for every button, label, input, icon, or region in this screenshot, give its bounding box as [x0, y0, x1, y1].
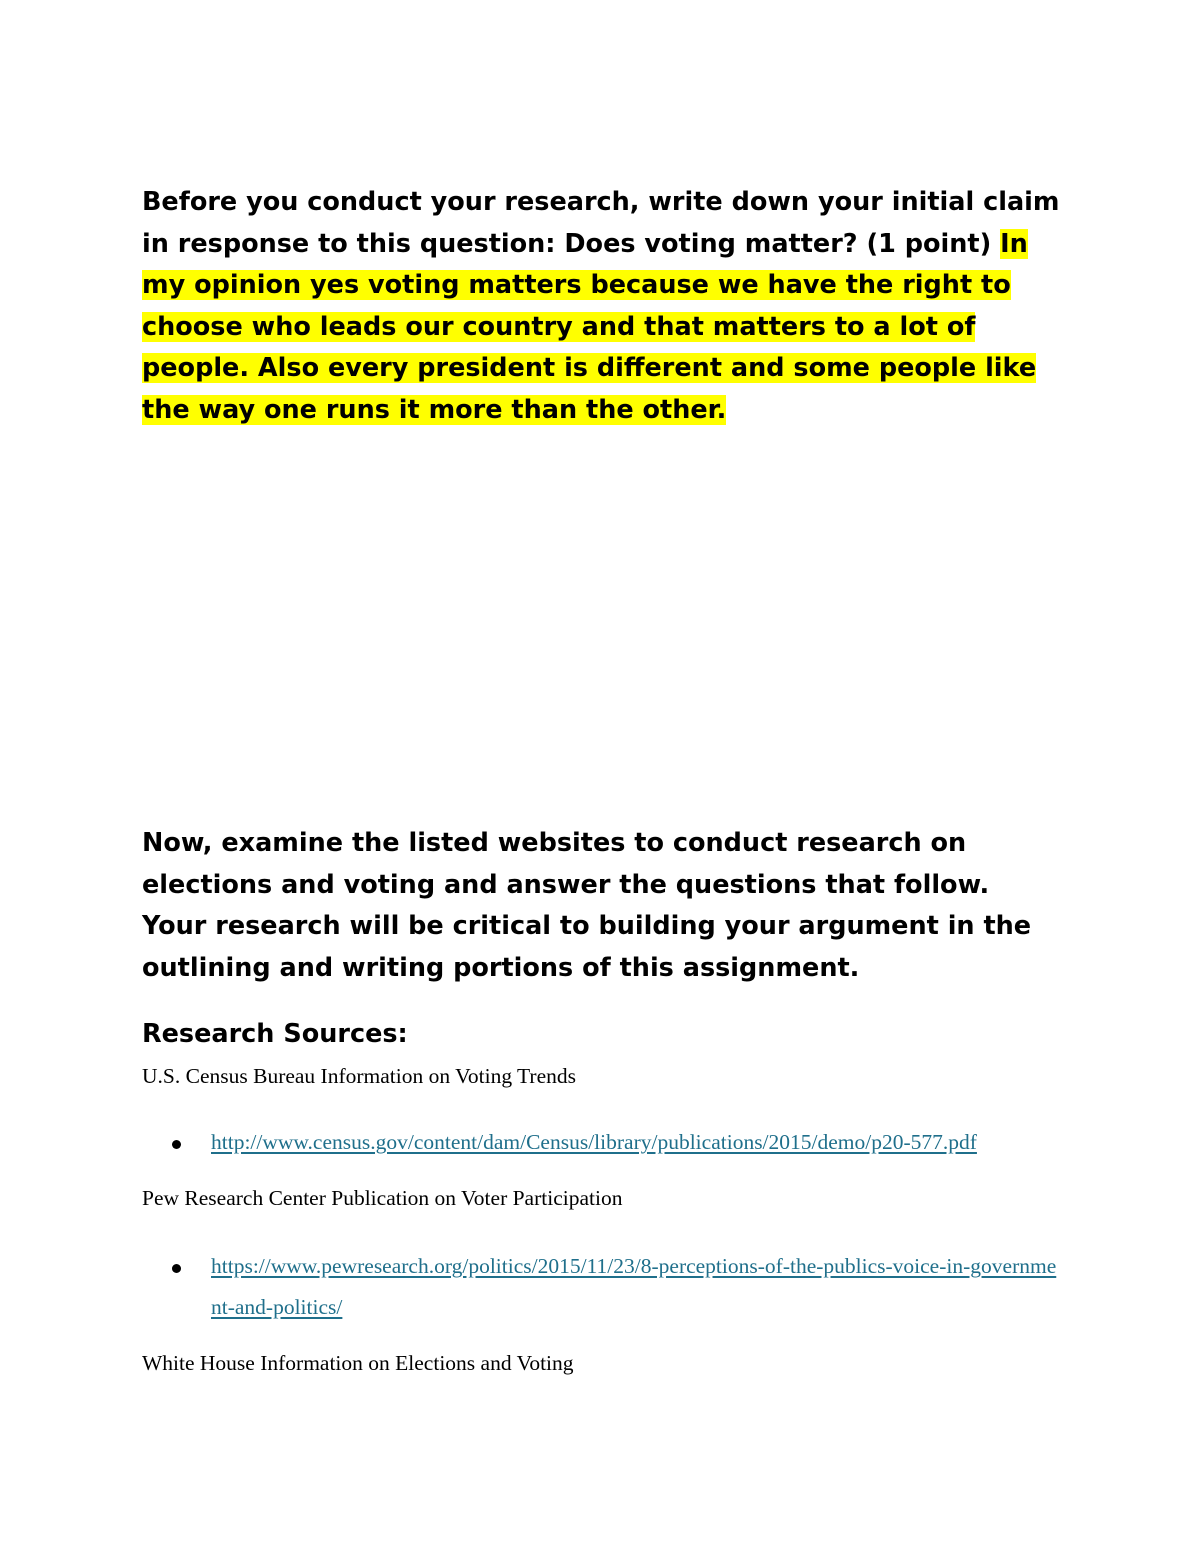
research-instructions: Now, examine the listed websites to conduct research on elections and voting and answer the questions that follow. Your research will be critical to building your argument in the outlining and writing portions of this assignment. — [142, 828, 1032, 983]
claim-question: Before you conduct your research, write down your initial claim in response to this question: Does voting matter? (1 point) — [142, 187, 1060, 259]
bullet-icon — [172, 1264, 181, 1273]
source-list-item-census — [172, 1128, 1072, 1163]
bullet-icon — [172, 1140, 181, 1149]
initial-claim-prompt — [142, 182, 1072, 431]
pew-research-link[interactable]: https://www.pewresearch.org/politics/2015/11/23/8-perceptions-of-the-publics-voice-in-government-and-politics/ — [211, 1254, 1057, 1319]
source-label-census: U.S. Census Bureau Information on Voting Trends — [142, 1064, 576, 1088]
source-label-pew: Pew Research Center Publication on Voter Participation — [142, 1186, 623, 1210]
source-label-white-house: White House Information on Elections and Voting — [142, 1351, 574, 1375]
claim-answer-highlighted: In my opinion yes voting matters because we have the right to choose who leads our country and that matters to a lot of people. Also every president is different and some people like the way one runs it more than the other. — [142, 228, 1037, 425]
census-link[interactable]: http://www.census.gov/content/dam/Census/library/publications/2015/demo/p20-577.pdf — [211, 1130, 977, 1154]
source-list-item-pew — [172, 1252, 1072, 1328]
research-sources-heading: Research Sources: — [142, 1019, 408, 1049]
